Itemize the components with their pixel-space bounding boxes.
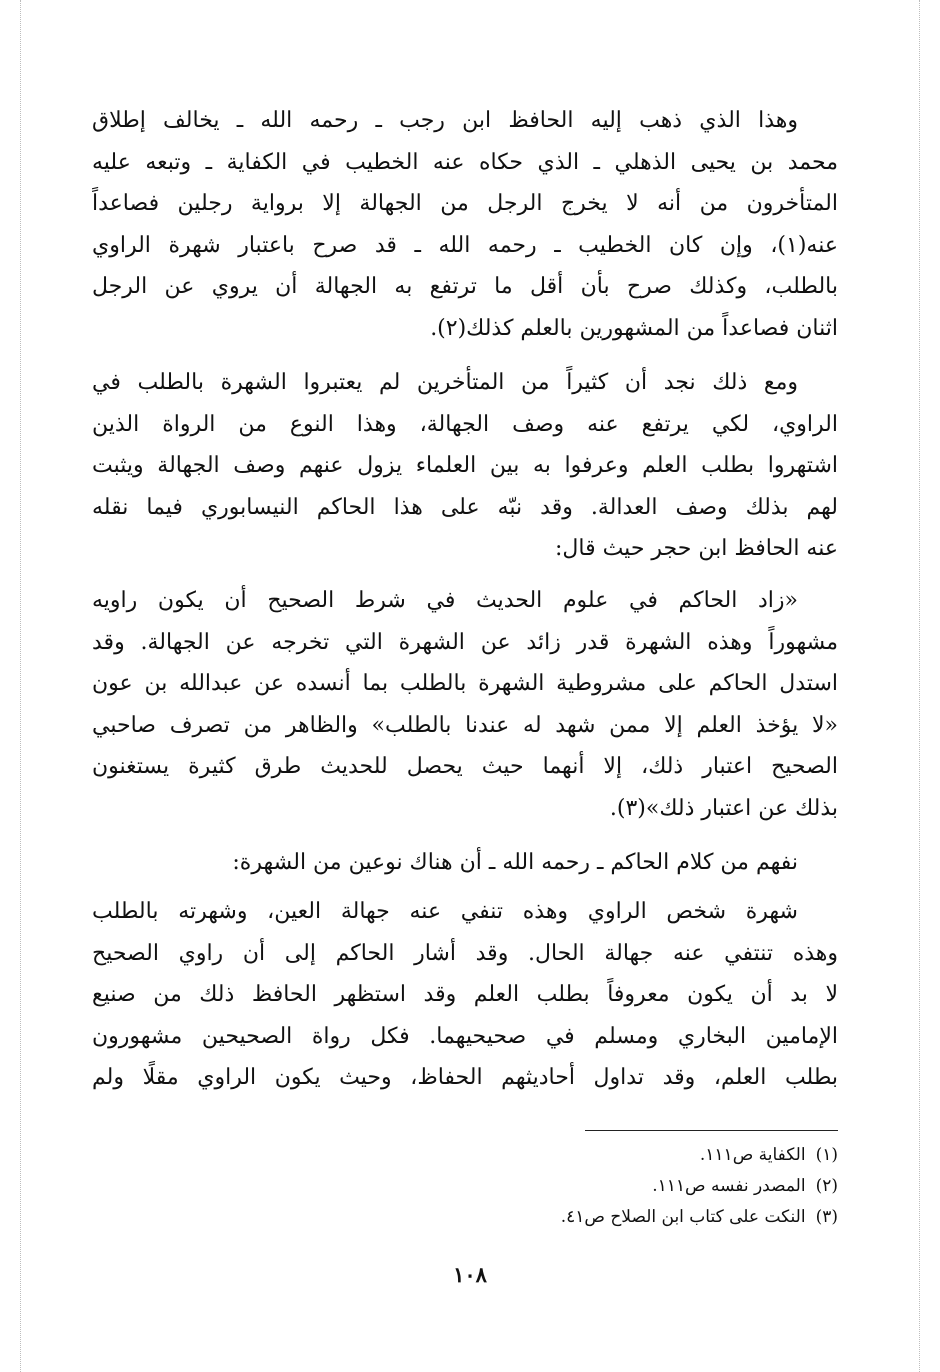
text-line: محمد بن يحيى الذهلي ـ الذي حكاه عنه الخطيب في الكفاية ـ وتبعه عليه — [92, 149, 838, 175]
footnote-item — [438, 1140, 838, 1171]
footnote-text: النكت على كتاب ابن الصلاح ص٤١. — [560, 1207, 806, 1227]
text-line: وهذه تنتفي عنه جهالة الحال. وقد أشار الحاكم إلى أن راوي الصحيح — [92, 940, 838, 966]
text-line: المتأخرون من أنه لا يخرج الرجل من الجهالة إلا برواية رجلين فصاعداً — [92, 191, 838, 216]
text-line: بذلك عن اعتبار ذلك»(٣). — [609, 795, 838, 821]
page-number: ١٠٨ — [453, 1262, 487, 1287]
text-line: بطلب العلم، وقد تداول أحاديثهم الحفاظ، وحيث يكون الراوي مقلًا ولم — [92, 1065, 838, 1090]
page-margin-dots — [20, 0, 21, 1372]
footnote-number: (٢) — [815, 1176, 838, 1196]
paragraph-2 — [92, 362, 838, 570]
text-line: عنه(١)، وإن كان الخطيب ـ رحمه الله ـ قد صرح باعتبار شهرة الراوي — [92, 232, 838, 258]
paragraph-5 — [92, 891, 838, 1099]
paragraph-3-quote — [92, 580, 838, 829]
text-line: ومع ذلك نجد أن كثيراً من المتأخرين لم يعتبروا الشهرة بالطلب في — [92, 370, 798, 395]
text-line: مشهوراً وهذه الشهرة قدر زائد عن الشهرة التي تخرجه عن الجهالة. وقد — [92, 629, 838, 655]
text-line: «لا يؤخذ العلم إلا ممن شهد له عندنا بالطلب» والظاهر من تصرف صاحبي — [92, 712, 838, 738]
text-line: لا بد أن يكون معروفاً بطلب العلم وقد استظهر الحافظ ذلك من صنيع — [92, 982, 838, 1007]
page-margin-dots — [919, 0, 920, 1372]
text-line: اشتهروا بطلب العلم وعرفوا به بين العلماء يزول عنهم وصف الجهالة ويثبت — [92, 453, 838, 478]
text-line: شهرة شخص الراوي وهذه تنفي عنه جهالة العين، وشهرته بالطلب — [92, 899, 798, 924]
footnote-text: المصدر نفسه ص١١١. — [652, 1176, 806, 1196]
paragraph-4 — [92, 842, 838, 884]
text-line: لهم بذلك وصف العدالة. وقد نبّه على هذا الحاكم النيسابوري فيما نقله — [92, 494, 838, 520]
footnote-text: الكفاية ص١١١. — [699, 1145, 806, 1165]
text-line: نفهم من كلام الحاكم ـ رحمه الله ـ أن هناك نوعين من الشهرة: — [232, 850, 798, 875]
footnotes — [438, 1140, 838, 1233]
text-line: وهذا الذي ذهب إليه الحافظ ابن رجب ـ رحمه الله ـ يخالف إطلاق — [92, 108, 798, 133]
paragraph-1 — [92, 100, 838, 349]
text-line: عنه الحافظ ابن حجر حيث قال: — [554, 536, 838, 561]
footnote-item — [438, 1171, 838, 1202]
text-line: الصحيح اعتبار ذلك، إلا أنهما حيث يحصل للحديث طرق كثيرة يستغنون — [92, 754, 838, 779]
text-line: اثنان فصاعداً من المشهورين بالعلم كذلك(٢). — [430, 315, 838, 341]
text-line: الراوي، لكي يرتفع عنه وصف الجهالة، وهذا النوع من الرواة الذين — [92, 411, 838, 437]
text-line: الإمامين البخاري ومسلم في صحيحيهما. فكل رواة الصحيحين مشهورون — [92, 1023, 838, 1049]
footnote-number: (١) — [815, 1145, 838, 1165]
text-line: استدل الحاكم على مشروطية الشهرة بالطلب بما أنسده عن عبدالله بن عون — [92, 671, 838, 696]
footnote-number: (٣) — [815, 1207, 838, 1227]
footnote-item — [438, 1202, 838, 1233]
footnote-divider — [585, 1130, 838, 1131]
text-line: بالطلب، وكذلك صرح بأن أقل ما ترتفع به الجهالة أن يروي عن الرجل — [92, 274, 838, 299]
text-line: «زاد الحاكم في علوم الحديث في شرط الصحيح أن يكون راويه — [92, 588, 798, 613]
